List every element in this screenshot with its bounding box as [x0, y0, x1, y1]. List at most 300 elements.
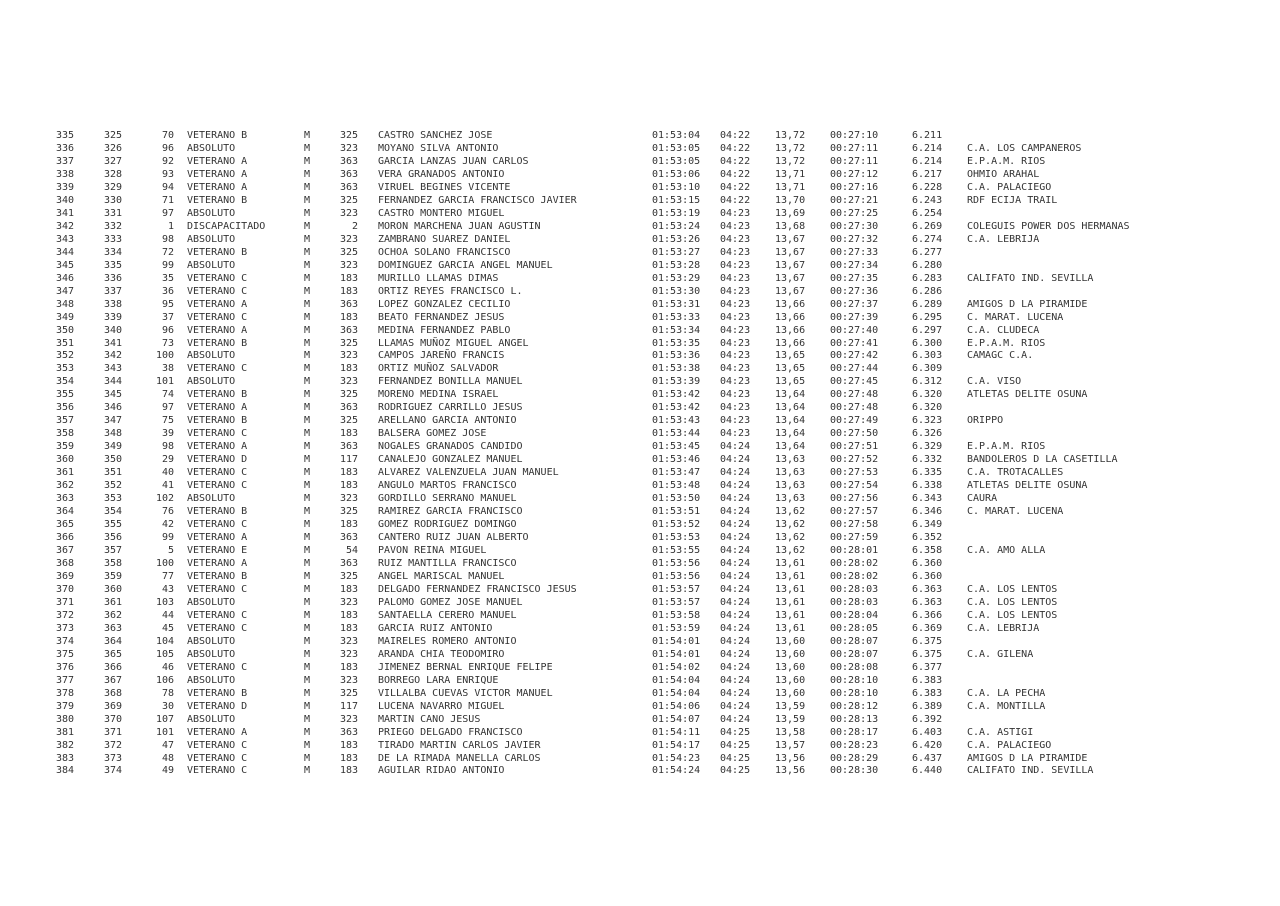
points: 6.352 [912, 532, 943, 544]
category-count: 363 [339, 324, 358, 336]
speed: 13,72 [775, 155, 806, 167]
speed: 13,60 [775, 661, 806, 673]
category-position: 1 [167, 220, 174, 232]
runner-name: GARCIA RUIZ ANTONIO [378, 622, 493, 634]
category-position: 72 [161, 246, 174, 258]
category-position: 49 [161, 765, 174, 777]
table-row [0, 389, 1280, 402]
finish-time: 01:54:01 [652, 648, 701, 660]
time-gap: 00:28:10 [830, 687, 879, 699]
speed: 13,61 [775, 596, 806, 608]
club: AMIGOS D LA PIRAMIDE [967, 298, 1088, 310]
points: 6.243 [912, 194, 943, 206]
pace: 04:23 [720, 259, 751, 271]
category: VETERANO A [187, 441, 248, 453]
time-gap: 00:28:05 [830, 622, 879, 634]
category-count: 183 [339, 661, 358, 673]
category: ABSOLUTO [187, 376, 236, 388]
points: 6.214 [912, 155, 943, 167]
finish-time: 01:54:17 [652, 739, 701, 751]
category-count: 183 [339, 519, 358, 531]
time-gap: 00:27:12 [830, 168, 879, 180]
runner-name: PALOMO GOMEZ JOSE MANUEL [378, 596, 523, 608]
points: 6.254 [912, 207, 943, 219]
time-gap: 00:27:45 [830, 376, 879, 388]
finish-time: 01:53:34 [652, 324, 701, 336]
points: 6.217 [912, 168, 943, 180]
points: 6.363 [912, 583, 943, 595]
bib-number: 332 [104, 220, 123, 232]
time-gap: 00:27:58 [830, 519, 879, 531]
sex: M [304, 246, 311, 258]
bib-number: 331 [104, 207, 123, 219]
overall-position: 336 [56, 142, 75, 154]
finish-time: 01:53:57 [652, 583, 701, 595]
category: VETERANO C [187, 285, 248, 297]
table-row [0, 714, 1280, 727]
category-position: 47 [161, 739, 174, 751]
overall-position: 354 [56, 376, 75, 388]
sex: M [304, 285, 311, 297]
sex: M [304, 687, 311, 699]
category: VETERANO B [187, 389, 248, 401]
speed: 13,65 [775, 376, 806, 388]
sex: M [304, 557, 311, 569]
speed: 13,60 [775, 687, 806, 699]
points: 6.211 [912, 130, 943, 141]
pace: 04:24 [720, 557, 751, 569]
category: ABSOLUTO [187, 259, 236, 271]
table-row [0, 260, 1280, 273]
category: VETERANO A [187, 402, 248, 414]
bib-number: 359 [104, 570, 123, 582]
runner-name: DOMINGUEZ GARCIA ANGEL MANUEL [378, 259, 553, 271]
category: VETERANO A [187, 298, 248, 310]
time-gap: 00:28:23 [830, 739, 879, 751]
table-row [0, 506, 1280, 519]
pace: 04:24 [720, 622, 751, 634]
category-position: 73 [161, 337, 174, 349]
overall-position: 377 [56, 674, 75, 686]
category: VETERANO A [187, 532, 248, 544]
pace: 04:24 [720, 635, 751, 647]
overall-position: 374 [56, 635, 75, 647]
category: VETERANO C [187, 739, 248, 751]
club: E.P.A.M. RIOS [967, 441, 1046, 453]
bib-number: 335 [104, 259, 123, 271]
table-row [0, 454, 1280, 467]
category-count: 323 [339, 713, 358, 725]
sex: M [304, 376, 311, 388]
category: VETERANO A [187, 181, 248, 193]
pace: 04:25 [720, 726, 751, 738]
category-position: 5 [167, 545, 174, 556]
points: 6.335 [912, 467, 943, 479]
category-position: 103 [155, 596, 174, 608]
runner-name: LLAMAS MUÑOZ MIGUEL ANGEL [378, 337, 529, 349]
bib-number: 371 [104, 726, 123, 738]
points: 6.289 [912, 298, 943, 310]
table-row [0, 376, 1280, 389]
category-count: 183 [339, 428, 358, 440]
overall-position: 339 [56, 181, 75, 193]
category: ABSOLUTO [187, 142, 236, 154]
pace: 04:24 [720, 454, 751, 466]
pace: 04:22 [720, 181, 751, 193]
table-row [0, 130, 1280, 143]
table-row [0, 765, 1280, 778]
time-gap: 00:27:37 [830, 298, 879, 310]
overall-position: 360 [56, 454, 75, 466]
table-row [0, 558, 1280, 571]
pace: 04:23 [720, 350, 751, 362]
sex: M [304, 739, 311, 751]
finish-time: 01:54:23 [652, 752, 701, 764]
category: VETERANO B [187, 687, 248, 699]
points: 6.383 [912, 687, 943, 699]
club: BANDOLEROS D LA CASETILLA [967, 454, 1118, 466]
pace: 04:24 [720, 506, 751, 518]
category-count: 323 [339, 142, 358, 154]
finish-time: 01:53:39 [652, 376, 701, 388]
finish-time: 01:53:45 [652, 441, 701, 453]
points: 6.277 [912, 246, 943, 258]
points: 6.320 [912, 402, 943, 414]
category: DISCAPACITADO [187, 220, 266, 232]
category-count: 183 [339, 752, 358, 764]
finish-time: 01:53:06 [652, 168, 701, 180]
speed: 13,68 [775, 220, 806, 232]
finish-time: 01:53:47 [652, 467, 701, 479]
time-gap: 00:28:01 [830, 545, 879, 556]
category: VETERANO C [187, 752, 248, 764]
overall-position: 381 [56, 726, 75, 738]
club: C.A. LEBRIJA [967, 233, 1040, 245]
finish-time: 01:53:52 [652, 519, 701, 531]
pace: 04:24 [720, 661, 751, 673]
time-gap: 00:27:36 [830, 285, 879, 297]
category-count: 323 [339, 233, 358, 245]
time-gap: 00:28:07 [830, 648, 879, 660]
points: 6.437 [912, 752, 943, 764]
category-count: 183 [339, 467, 358, 479]
runner-name: GARCIA LANZAS JUAN CARLOS [378, 155, 529, 167]
pace: 04:24 [720, 687, 751, 699]
sex: M [304, 298, 311, 310]
category-count: 323 [339, 376, 358, 388]
sex: M [304, 596, 311, 608]
table-row [0, 688, 1280, 701]
overall-position: 353 [56, 363, 75, 375]
pace: 04:24 [720, 545, 751, 556]
category-position: 29 [161, 454, 174, 466]
runner-name: ALVAREZ VALENZUELA JUAN MANUEL [378, 467, 559, 479]
category-position: 104 [155, 635, 174, 647]
category-count: 183 [339, 765, 358, 777]
time-gap: 00:27:59 [830, 532, 879, 544]
speed: 13,61 [775, 570, 806, 582]
speed: 13,67 [775, 259, 806, 271]
runner-name: GOMEZ RODRIGUEZ DOMINGO [378, 519, 517, 531]
runner-name: ANGEL MARISCAL MANUEL [378, 570, 505, 582]
club: COLEGUIS POWER DOS HERMANAS [967, 220, 1130, 232]
speed: 13,72 [775, 142, 806, 154]
club: ATLETAS DELITE OSUNA [967, 480, 1088, 492]
category-count: 323 [339, 648, 358, 660]
sex: M [304, 168, 311, 180]
table-row [0, 299, 1280, 312]
category: VETERANO C [187, 661, 248, 673]
overall-position: 358 [56, 428, 75, 440]
overall-position: 371 [56, 596, 75, 608]
speed: 13,70 [775, 194, 806, 206]
overall-position: 378 [56, 687, 75, 699]
pace: 04:24 [720, 532, 751, 544]
bib-number: 362 [104, 609, 123, 621]
time-gap: 00:28:02 [830, 557, 879, 569]
category-count: 325 [339, 506, 358, 518]
runner-name: DELGADO FERNANDEZ FRANCISCO JESUS [378, 583, 577, 595]
time-gap: 00:27:56 [830, 493, 879, 505]
bib-number: 326 [104, 142, 123, 154]
bib-number: 346 [104, 402, 123, 414]
pace: 04:24 [720, 700, 751, 712]
sex: M [304, 350, 311, 362]
sex: M [304, 389, 311, 401]
overall-position: 347 [56, 285, 75, 297]
category: VETERANO A [187, 155, 248, 167]
club: C.A. LA PECHA [967, 687, 1046, 699]
table-row [0, 156, 1280, 169]
runner-name: VILLALBA CUEVAS VICTOR MANUEL [378, 687, 553, 699]
points: 6.440 [912, 765, 943, 777]
pace: 04:24 [720, 583, 751, 595]
pace: 04:24 [720, 713, 751, 725]
overall-position: 365 [56, 519, 75, 531]
bib-number: 354 [104, 506, 123, 518]
bib-number: 339 [104, 311, 123, 323]
pace: 04:22 [720, 168, 751, 180]
category-position: 39 [161, 428, 174, 440]
finish-time: 01:53:27 [652, 246, 701, 258]
overall-position: 349 [56, 311, 75, 323]
speed: 13,62 [775, 545, 806, 556]
speed: 13,57 [775, 739, 806, 751]
pace: 04:22 [720, 130, 751, 141]
sex: M [304, 207, 311, 219]
club: C.A. LOS LENTOS [967, 609, 1058, 621]
category-count: 325 [339, 687, 358, 699]
category-count: 183 [339, 622, 358, 634]
category-count: 183 [339, 609, 358, 621]
category-count: 54 [345, 545, 358, 556]
points: 6.389 [912, 700, 943, 712]
time-gap: 00:27:11 [830, 142, 879, 154]
club: C.A. LEBRIJA [967, 622, 1040, 634]
table-row [0, 532, 1280, 545]
speed: 13,67 [775, 233, 806, 245]
category: VETERANO C [187, 311, 248, 323]
category: VETERANO A [187, 557, 248, 569]
club: CAURA [967, 493, 998, 505]
category-position: 36 [161, 285, 174, 297]
overall-position: 350 [56, 324, 75, 336]
overall-position: 343 [56, 233, 75, 245]
category-position: 43 [161, 583, 174, 595]
time-gap: 00:27:33 [830, 246, 879, 258]
time-gap: 00:27:39 [830, 311, 879, 323]
points: 6.295 [912, 311, 943, 323]
pace: 04:23 [720, 415, 751, 427]
bib-number: 328 [104, 168, 123, 180]
table-row [0, 701, 1280, 714]
overall-position: 338 [56, 168, 75, 180]
time-gap: 00:27:50 [830, 428, 879, 440]
time-gap: 00:27:40 [830, 324, 879, 336]
category-count: 117 [339, 454, 358, 466]
results-table [0, 130, 1280, 778]
sex: M [304, 259, 311, 271]
finish-time: 01:53:56 [652, 570, 701, 582]
overall-position: 344 [56, 246, 75, 258]
time-gap: 00:28:02 [830, 570, 879, 582]
sex: M [304, 181, 311, 193]
speed: 13,65 [775, 363, 806, 375]
speed: 13,72 [775, 130, 806, 141]
pace: 04:24 [720, 674, 751, 686]
category-position: 35 [161, 272, 174, 284]
bib-number: 364 [104, 635, 123, 647]
points: 6.360 [912, 570, 943, 582]
speed: 13,71 [775, 181, 806, 193]
table-row [0, 221, 1280, 234]
sex: M [304, 428, 311, 440]
sex: M [304, 609, 311, 621]
finish-time: 01:53:05 [652, 155, 701, 167]
time-gap: 00:28:30 [830, 765, 879, 777]
category-position: 46 [161, 661, 174, 673]
sex: M [304, 337, 311, 349]
category-position: 70 [161, 130, 174, 141]
points: 6.329 [912, 441, 943, 453]
category-position: 96 [161, 142, 174, 154]
runner-name: PRIEGO DELGADO FRANCISCO [378, 726, 523, 738]
points: 6.375 [912, 635, 943, 647]
category-position: 40 [161, 467, 174, 479]
speed: 13,59 [775, 700, 806, 712]
finish-time: 01:53:57 [652, 596, 701, 608]
time-gap: 00:27:53 [830, 467, 879, 479]
overall-position: 359 [56, 441, 75, 453]
table-row [0, 480, 1280, 493]
table-row [0, 234, 1280, 247]
club: C.A. TROTACALLES [967, 467, 1064, 479]
time-gap: 00:27:34 [830, 259, 879, 271]
pace: 04:24 [720, 609, 751, 621]
time-gap: 00:27:10 [830, 130, 879, 141]
runner-name: BORREGO LARA ENRIQUE [378, 674, 499, 686]
time-gap: 00:28:04 [830, 609, 879, 621]
bib-number: 350 [104, 454, 123, 466]
overall-position: 362 [56, 480, 75, 492]
overall-position: 346 [56, 272, 75, 284]
club: CAMAGC C.A. [967, 350, 1034, 362]
club: C.A. LOS LENTOS [967, 596, 1058, 608]
category: VETERANO C [187, 765, 248, 777]
overall-position: 348 [56, 298, 75, 310]
bib-number: 370 [104, 713, 123, 725]
table-row [0, 169, 1280, 182]
bib-number: 369 [104, 700, 123, 712]
sex: M [304, 194, 311, 206]
runner-name: ARELLANO GARCIA ANTONIO [378, 415, 517, 427]
club: C.A. AMO ALLA [967, 545, 1046, 556]
category-position: 76 [161, 506, 174, 518]
table-row [0, 182, 1280, 195]
category-position: 102 [155, 493, 174, 505]
category-count: 363 [339, 726, 358, 738]
table-row [0, 740, 1280, 753]
sex: M [304, 532, 311, 544]
pace: 04:23 [720, 376, 751, 388]
time-gap: 00:28:12 [830, 700, 879, 712]
speed: 13,58 [775, 726, 806, 738]
bib-number: 327 [104, 155, 123, 167]
sex: M [304, 726, 311, 738]
category-position: 77 [161, 570, 174, 582]
points: 6.383 [912, 674, 943, 686]
finish-time: 01:54:01 [652, 635, 701, 647]
finish-time: 01:54:04 [652, 674, 701, 686]
runner-name: MURILLO LLAMAS DIMAS [378, 272, 499, 284]
points: 6.269 [912, 220, 943, 232]
points: 6.369 [912, 622, 943, 634]
speed: 13,64 [775, 415, 806, 427]
category: VETERANO C [187, 519, 248, 531]
time-gap: 00:27:32 [830, 233, 879, 245]
finish-time: 01:53:42 [652, 389, 701, 401]
category-count: 363 [339, 557, 358, 569]
speed: 13,64 [775, 402, 806, 414]
pace: 04:24 [720, 570, 751, 582]
category-count: 363 [339, 155, 358, 167]
overall-position: 356 [56, 402, 75, 414]
category-count: 117 [339, 700, 358, 712]
points: 6.228 [912, 181, 943, 193]
overall-position: 364 [56, 506, 75, 518]
time-gap: 00:27:51 [830, 441, 879, 453]
runner-name: MOYANO SILVA ANTONIO [378, 142, 499, 154]
time-gap: 00:28:08 [830, 661, 879, 673]
time-gap: 00:28:10 [830, 674, 879, 686]
club: C. MARAT. LUCENA [967, 311, 1064, 323]
category-count: 323 [339, 493, 358, 505]
speed: 13,66 [775, 337, 806, 349]
runner-name: PAVON REINA MIGUEL [378, 545, 487, 556]
runner-name: MEDINA FERNANDEZ PABLO [378, 324, 511, 336]
overall-position: 379 [56, 700, 75, 712]
table-row [0, 467, 1280, 480]
points: 6.343 [912, 493, 943, 505]
bib-number: 344 [104, 376, 123, 388]
category: ABSOLUTO [187, 233, 236, 245]
points: 6.300 [912, 337, 943, 349]
finish-time: 01:53:05 [652, 142, 701, 154]
speed: 13,62 [775, 519, 806, 531]
table-row [0, 662, 1280, 675]
category-position: 74 [161, 389, 174, 401]
category-count: 323 [339, 596, 358, 608]
